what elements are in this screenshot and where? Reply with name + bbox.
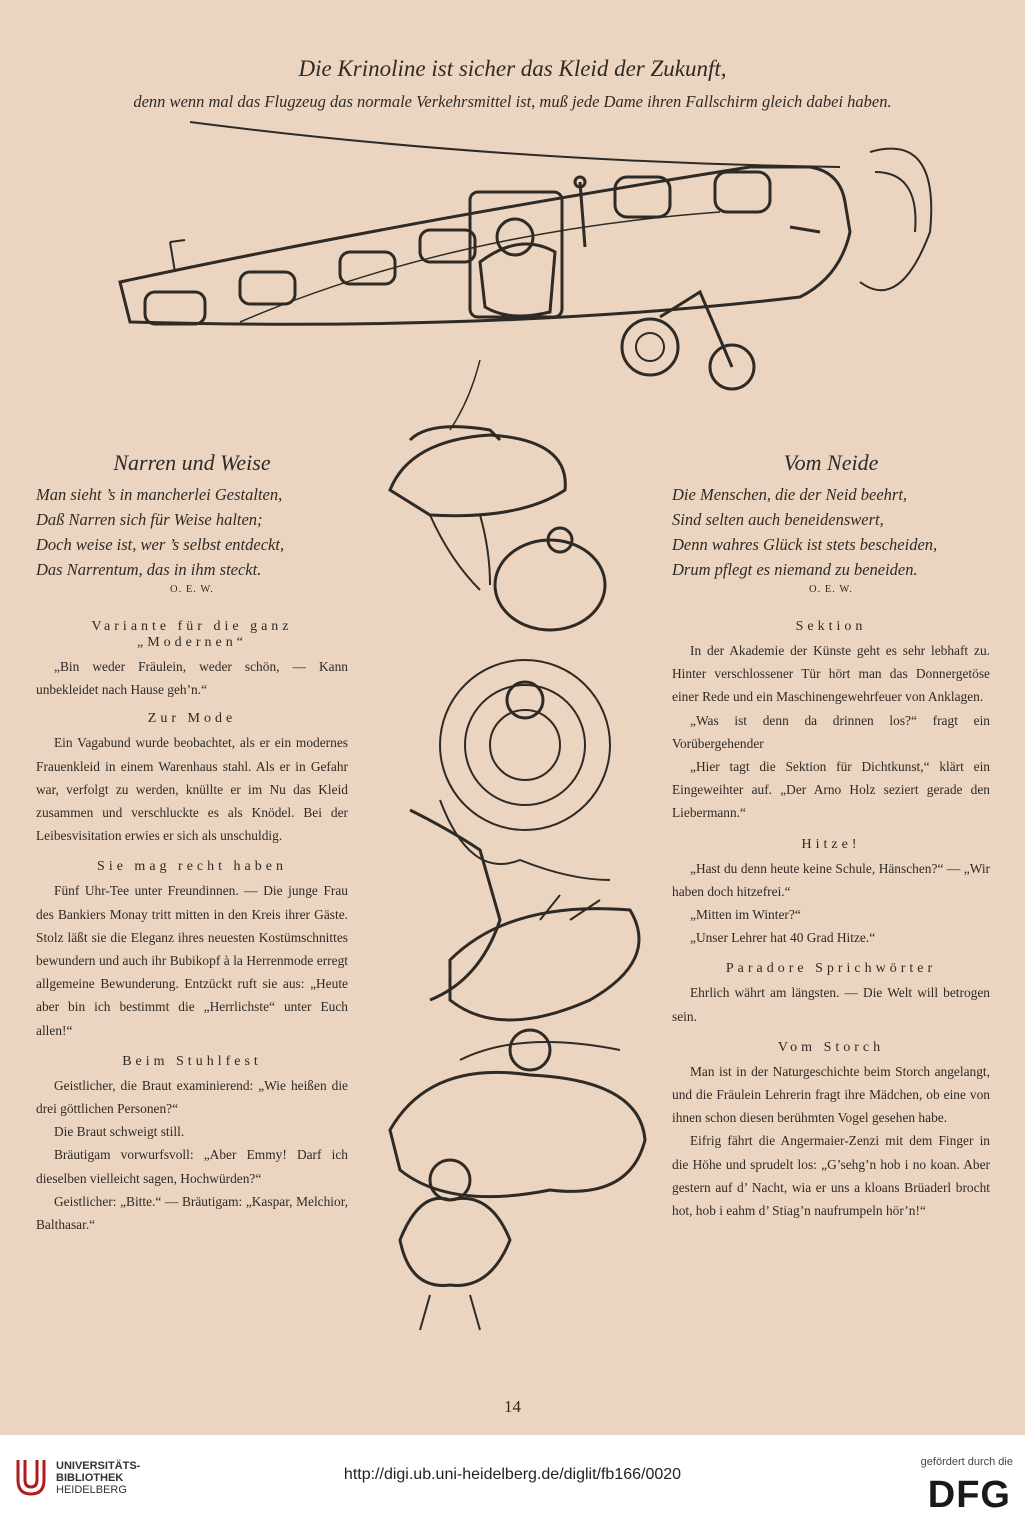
paragraph: Geistlicher, die Braut examinierend: „Wie heißen die drei göttlichen Personen?“ (36, 1077, 348, 1117)
poem-line: Daß Narren sich für Weise halten; (36, 510, 263, 529)
section-title: Variante für die ganz „Modernen“ (91, 619, 293, 650)
paragraph: „Mitten im Winter?“ (690, 907, 801, 923)
section-paradore-sprichwoerter (672, 961, 990, 1027)
library-name-line: HEIDELBERG (56, 1484, 127, 1496)
poem-line: Doch weise ist, wer ’s selbst entdeckt, (36, 535, 285, 554)
poem-line: Man sieht ’s in mancherlei Gestalten, (36, 485, 283, 504)
poem-signature: O. E. W. (170, 584, 214, 595)
poem-narren-und-weise (36, 450, 348, 595)
paragraph: „Unser Lehrer hat 40 Grad Hitze.“ (690, 930, 876, 946)
section-title: Sie mag recht haben (97, 859, 287, 875)
right-column (672, 450, 990, 1222)
section-zur-mode (36, 711, 348, 847)
section-title: Zur Mode (147, 711, 237, 727)
poem-line: Die Menschen, die der Neid beehrt, (672, 485, 908, 504)
paragraph: Man ist in der Naturgeschichte beim Storch angelangt, und die Fräulein Lehrerin fragt ihre Mädchen, ob eine von ihnen schon diesen berühmten Vogel gesehen habe. (672, 1063, 990, 1126)
section-hitze (672, 837, 990, 950)
section-beim-stuhlfest (36, 1054, 348, 1236)
poem-title: Vom Neide (783, 450, 879, 475)
library-name-line: UNIVERSITÄTS- (56, 1460, 141, 1472)
paragraph: Fünf Uhr-Tee unter Freundinnen. — Die junge Frau des Bankiers Monay tritt mitten in den Kreis ihrer Gäste. Stolz läßt sie die Eleganz ihres neuesten Kostümschnittes bewundern und auch ihr Bubikopf à la Herrenmode erregt allgemeine Bewunderung. Entzückt ruft sie aus: „Heute aber bin ich bestimmt die „Herrlichste“ unter Euch allen!“ (36, 883, 348, 1038)
paragraph: In der Akademie der Künste geht es sehr lebhaft zu. Hinter verschlossener Tür hört man das Donnergetöse einer Rede und ein Maschinengewehrfeuer von Anklagen. (672, 643, 990, 705)
paragraph: „Bin weder Fräulein, weder schön, — Kann unbekleidet nach Hause geh’n.“ (36, 659, 348, 698)
section-sektion (672, 619, 990, 825)
poem-line: Sind selten auch beneidenswert, (672, 510, 884, 529)
section-sie-mag-recht-haben (36, 859, 348, 1041)
section-title: Paradore Sprichwörter (725, 961, 937, 977)
library-name-line: BIBLIOTHEK (56, 1472, 124, 1484)
poem-vom-neide (672, 450, 990, 595)
falling-figures-illustration (370, 360, 660, 1340)
paragraph: Bräutigam vorwurfsvoll: „Aber Emmy! Darf ich dieselben vielleicht sagen, Hochwürden?“ (36, 1147, 348, 1186)
poem-line: Drum pflegt es niemand zu beneiden. (672, 560, 918, 579)
paragraph: Ein Vagabund wurde beobachtet, als er ein modernes Frauenkleid in einem Warenhaus stahl. Als er in Gefahr war, verfolgt zu werden, knüllte er im Nu das Kleid zusammen und verschluckte es als Knödel. Bei der Leibesvisitation erwies er sich als unschuldig. (36, 735, 348, 844)
poem-line: Das Narrentum, das in ihm steckt. (36, 560, 262, 579)
poem-signature: O. E. W. (809, 584, 853, 595)
paragraph: „Was ist denn da drinnen los?“ fragt ein Vorübergehender (672, 712, 990, 751)
section-title: Beim Stuhlfest (122, 1053, 262, 1069)
paragraph: Ehrlich währt am längsten. — Die Welt will betrogen sein. (672, 985, 990, 1024)
section-variante (36, 619, 348, 701)
poem-line: Denn wahres Glück ist stets bescheiden, (672, 535, 938, 554)
paragraph: „Hier tagt die Sektion für Dichtkunst,“ klärt ein Eingeweihter auf. „Der Arno Holz seziert gerade den Liebermann.“ (672, 759, 990, 821)
page-number: 14 (504, 1397, 521, 1416)
section-title: Hitze! (801, 836, 861, 852)
paragraph: Eifrig fährt die Angermaier-Zenzi mit dem Finger in die Höhe und sprudelt los: „G’sehg’n hob i no koan. Aber gestern auf d’ Nacht, wia er uns a kloans Brüaderl brocht hot, hob i eahm d’ Stiag’n naufrumpeln hör’n!“ (672, 1133, 990, 1219)
funding-note: gefördert durch die (920, 1456, 1013, 1468)
paragraph: Geistlicher: „Bitte.“ — Bräutigam: „Kaspar, Melchior, Balthasar.“ (36, 1193, 348, 1233)
paragraph: Die Braut schweigt still. (54, 1124, 185, 1140)
section-vom-storch (672, 1040, 990, 1222)
page-subtitle: denn wenn mal das Flugzeug das normale Verkehrsmittel ist, muß jede Dame ihren Fallschirm gleich dabei haben. (133, 92, 892, 111)
source-url-link[interactable]: http://digi.ub.uni-heidelberg.de/diglit/fb166/0020 (343, 1466, 682, 1483)
left-column (36, 450, 348, 1236)
poem-title: Narren und Weise (113, 450, 271, 475)
section-title: Sektion (795, 619, 867, 634)
page-title: Die Krinoline ist sicher das Kleid der Zukunft, (298, 56, 727, 81)
paragraph: „Hast du denn heute keine Schule, Hänschen?“ — „Wir haben doch hitzefrei.“ (672, 860, 990, 899)
section-title: Vom Storch (777, 1039, 885, 1055)
dfg-logo: DFG (927, 1474, 1011, 1516)
